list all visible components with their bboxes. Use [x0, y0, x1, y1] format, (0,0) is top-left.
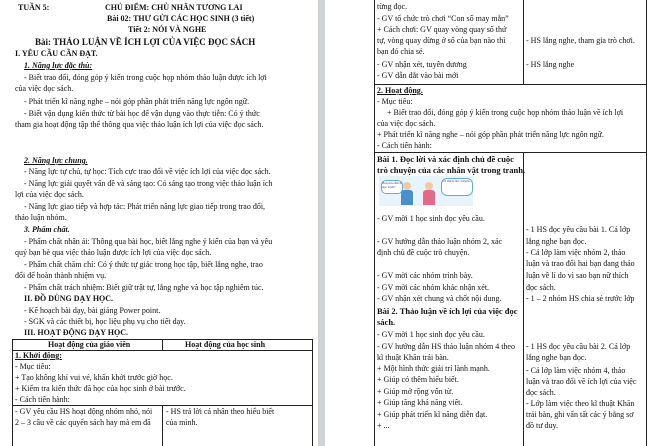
- student-activity: - HS lắng nghe: [526, 60, 575, 69]
- teacher-activity: + Giúp mở rộng vốn từ.: [377, 387, 454, 396]
- teacher-activity: + Giúp có thêm hiểu biết.: [377, 375, 459, 384]
- text-line: - Kế hoạch bài dạy, bài giảng Power point.: [24, 306, 161, 315]
- teacher-activity: - GV mời 1 học sinh đọc yêu cầu.: [377, 330, 485, 339]
- text-line: - Cách tiến hành:: [377, 141, 432, 150]
- activity-heading: 1. Khởi động:: [15, 351, 62, 360]
- child-figure: [423, 190, 435, 205]
- lesson-title: Bài 02: THƯ GỬI CÁC HỌC SINH (3 tiết): [107, 14, 255, 23]
- text-line: tham gia hoạt động tập thể thông qua việc thảo luận ích lợi của việc đọc sách.: [15, 120, 264, 129]
- teacher-activity: + Một hình thức giải trí lành mạnh.: [377, 364, 490, 373]
- student-activity: của mình.: [166, 418, 198, 427]
- teacher-activity: - GV yêu cầu HS hoạt động nhóm nhỏ, nói: [15, 407, 153, 416]
- teacher-activity: - GV mời các nhóm trình bày.: [377, 271, 473, 280]
- child-figure: [401, 190, 413, 205]
- teacher-activity: + Giúp phát triển kĩ năng diễn đạt.: [377, 410, 488, 419]
- teacher-activity: tự, vòng quay dừng ở số của bạn nào thì: [377, 36, 506, 45]
- text-line: - Cách tiến hành:: [15, 395, 70, 404]
- teacher-activity: - GV mời 1 học sinh đọc yêu cầu.: [377, 214, 485, 223]
- student-activity: - Lớp làm việc theo kĩ thuật Khăn: [526, 399, 635, 408]
- teacher-activity: từng đọc.: [377, 2, 408, 11]
- student-activity: lắng nghe bạn đọc.: [526, 353, 587, 362]
- task-heading: sách.: [377, 317, 396, 327]
- student-activity: - 1 HS đọc yêu cầu bài 2. Cả lớp: [526, 342, 631, 351]
- section-heading: II. ĐỒ DÙNG DẠY HỌC.: [24, 294, 114, 303]
- teacher-activity: - GV nhận xét, tuyên dương: [377, 60, 467, 69]
- teacher-activity: + Giúp tăng khả năng viết.: [377, 398, 463, 407]
- teacher-activity: - GV mời các nhóm khác nhận xét.: [377, 283, 490, 292]
- teacher-activity: bạn đó chia sẻ.: [377, 47, 425, 56]
- student-activity: lắng nghe bạn đọc.: [526, 237, 587, 246]
- text-line: - SGK và các thiết bị, học liệu phụ vụ cho tiết dạy.: [24, 317, 186, 326]
- table-header-teacher: Hoạt động của giáo viên: [48, 340, 131, 349]
- student-activity: - Cả lớp làm việc nhóm 4, thảo: [526, 366, 626, 375]
- student-activity: - 1 HS đọc yêu cầu bài 1. Cả lớp: [526, 225, 631, 234]
- teacher-activity: - GV hướng dẫn thảo luận nhóm 2, xác: [377, 237, 503, 246]
- student-activity: luận và trao đổi hai bạn đang thảo: [526, 259, 635, 268]
- text-line: - Phẩm chất chăm chỉ: Có ý thức tự giác trong học tập, biết lắng nghe, trao: [24, 260, 263, 269]
- text-line: + Kiểm tra kiến thức đã học của học sinh ở bài trước.: [15, 384, 186, 393]
- text-line: - Biết vận dụng kiến thức từ bài học để vận dụng vào thực tiễn: Có ý thức: [24, 109, 260, 118]
- student-activity: đọc sách.: [526, 388, 556, 397]
- teacher-activity: - GV tổ chức trò chơi “Con số may mắn”: [377, 14, 509, 23]
- theme-title: CHỦ ĐIỂM: CHỦ NHÂN TƯƠNG LAI: [105, 3, 243, 12]
- teacher-activity: - GV dẫn dắt vào bài mới: [377, 71, 459, 80]
- student-activity: luận về lí do vì sao bạn nữ thích: [526, 271, 629, 280]
- text-line: - Phẩm chất trách nhiệm: Biết giữ trật tự, lắng nghe và học tập nghiêm túc.: [24, 283, 264, 292]
- teacher-activity: + Cách chơi: GV quay vòng quay số thứ: [377, 25, 507, 34]
- teacher-activity: định chủ đề cuộc trò chuyện.: [377, 248, 470, 257]
- child-figure: [403, 182, 411, 190]
- subsection-heading: 3. Phẩm chất.: [24, 225, 70, 234]
- student-activity: trải bàn, ghi vấn tất các ý bằng sơ: [526, 410, 634, 419]
- document-page-left: [0, 0, 318, 446]
- task-heading: trò chuyện của các nhân vật trong tranh.: [377, 165, 526, 175]
- activity-heading: 2. Hoạt động.: [377, 86, 423, 95]
- task-heading: Bài 1. Đọc lời và xác định chủ đề cuộc: [377, 154, 514, 164]
- subsection-heading: 2. Năng lực chung.: [24, 156, 88, 165]
- period-title: Tiết 2: NÓI VÀ NGHE: [128, 25, 207, 34]
- text-line: + Tạo không khí vui vẻ, khấn khởi trước giờ học.: [15, 373, 173, 382]
- speech-bubble: Bạn nào thích đọc sách?: [381, 180, 403, 194]
- student-activity: - Cả lớp làm việc nhóm 2, thảo: [526, 248, 626, 257]
- text-line: - Biết trao đổi, đóng góp ý kiến trong cuộc họp nhóm thảo luận được ích lợi: [24, 73, 267, 82]
- document-page-right: [325, 0, 650, 446]
- teacher-activity: 2 – 3 câu về các quyển sách hay mà em đã: [15, 418, 151, 427]
- student-activity: - 1 – 2 nhóm HS chia sẻ trước lớp: [526, 294, 635, 303]
- text-line: - Mục tiêu:: [377, 97, 413, 106]
- speech-bubble: Tớ thích đọc truyện.: [441, 178, 473, 196]
- subsection-heading: 1. Năng lực đặc thù:: [24, 61, 93, 70]
- text-line: + Phát triển kĩ năng nghe – nói góp phần phát triển năng lực ngôn ngữ.: [377, 130, 604, 139]
- topic-title: Bài: THẢO LUẬN VỀ ÍCH LỢI CỦA VIỆC ĐỌC SÁCH: [35, 37, 256, 47]
- student-activity: luận và trao đổi về ích lợi của việc: [526, 377, 637, 386]
- section-heading: I. YÊU CẦU CẦN ĐẠT.: [15, 49, 98, 58]
- student-activity: - HS lắng nghe, tham gia trò chơi.: [526, 36, 635, 45]
- table-header-student: Hoạt động của học sinh: [185, 340, 266, 349]
- text-line: + Biết trao đổi, đóng góp ý kiến trong cuộc họp nhóm thảo luận về ích lợi: [387, 108, 624, 117]
- text-line: - Năng lực giao tiếp và hợp tác: Phát triển năng lực giao tiếp trong trao đổi,: [24, 202, 266, 211]
- teacher-activity: - GV nhận xét chung và chốt nội dung.: [377, 294, 502, 303]
- week-label: TUẦN 5:: [18, 3, 50, 12]
- student-activity: - HS trả lời cá nhân theo hiểu biết: [166, 407, 275, 416]
- text-line: - Phẩm chất nhân ái: Thông qua bài học, biết lắng nghe ý kiến của bạn và yêu: [24, 237, 273, 246]
- text-line: đổi để hoàn thành nhiệm vụ.: [15, 271, 107, 280]
- child-figure: [425, 182, 433, 190]
- text-line: - Mục tiêu:: [15, 362, 51, 371]
- task-heading: Bài 2. Thảo luận về ích lợi của việc đọc: [377, 306, 518, 316]
- text-line: quý bạn bè qua việc thảo luận được ích lợi của việc đọc sách.: [15, 248, 212, 257]
- text-line: của việc đọc sách.: [377, 119, 436, 128]
- text-line: thảo luận nhóm.: [15, 213, 67, 222]
- text-line: - Năng lực giải quyết vấn đề và sáng tạo: Có sáng tạo trong việc thảo luận ích: [24, 179, 273, 188]
- teacher-activity: - GV hướng dẫn HS thảo luận nhóm 4 theo: [377, 342, 515, 351]
- text-line: lợi của việc đọc sách.: [15, 190, 84, 199]
- section-heading: III. HOẠT ĐỘNG DẠY HỌC.: [24, 328, 129, 337]
- teacher-activity: kĩ thuật Khăn trải bàn.: [377, 353, 449, 362]
- conversation-illustration: [379, 176, 473, 206]
- text-line: - Phát triển kĩ năng nghe – nói góp phần phát triển năng lực ngôn ngữ.: [24, 97, 250, 106]
- student-activity: đọc sách.: [526, 283, 556, 292]
- student-activity: đồ tư duy.: [526, 421, 559, 430]
- text-line: của việc đọc sách.: [15, 84, 74, 93]
- text-line: - Năng lực tự chủ, tự học: Tích cực trao đổi về việc ích lợi của việc đọc sách.: [24, 167, 271, 176]
- teacher-activity: + ...: [377, 421, 390, 430]
